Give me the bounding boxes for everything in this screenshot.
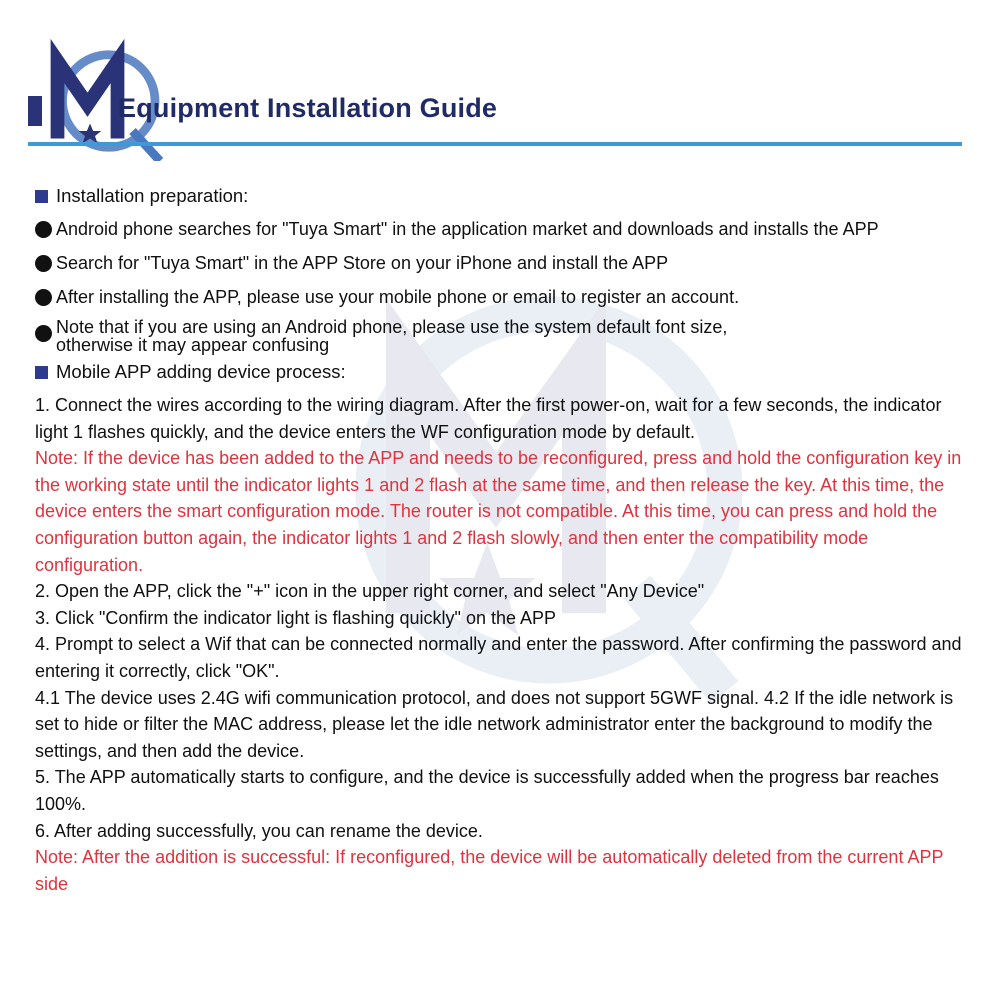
guide-content xyxy=(35,180,970,897)
header-divider xyxy=(28,142,962,146)
bullet-dot-icon xyxy=(35,255,52,272)
bullet-dot-icon xyxy=(35,289,52,306)
step-6: 6. After adding successfully, you can rename the device. xyxy=(35,820,483,841)
list-item xyxy=(35,246,970,280)
section-process-heading xyxy=(35,356,970,388)
list-item xyxy=(35,212,970,246)
step-4: 4. Prompt to select a Wif that can be connected normally and enter the password. After confirming the password and entering it correctly, click "OK". xyxy=(35,634,962,681)
section-title: Installation preparation: xyxy=(56,184,249,206)
note-after-addition: Note: After the addition is successful: If reconfigured, the device will be automatically deleted from the current APP side xyxy=(35,847,944,894)
square-bullet-icon xyxy=(35,190,48,203)
list-item xyxy=(35,314,970,354)
bullet-dot-icon xyxy=(35,325,52,342)
list-item-text xyxy=(56,318,727,354)
square-bullet-icon xyxy=(35,366,48,379)
list-item-line: otherwise it may appear confusing xyxy=(56,335,330,355)
page-title: Equipment Installation Guide xyxy=(118,93,498,123)
step-3: 3. Click "Confirm the indicator light is flashing quickly" on the APP xyxy=(35,607,557,628)
list-item-text: After installing the APP, please use your mobile phone or email to register an account. xyxy=(56,287,740,307)
list-item-text: Android phone searches for "Tuya Smart" in the application market and downloads and installs the APP xyxy=(56,219,879,239)
section-preparation-heading xyxy=(35,180,970,212)
section-title: Mobile APP adding device process: xyxy=(56,360,346,382)
step-2: 2. Open the APP, click the "+" icon in the upper right corner, and select "Any Device" xyxy=(35,581,705,602)
note-reconfigure: Note: If the device has been added to the APP and needs to be reconfigured, press and hold the configuration key in the working state until the indicator lights 1 and 2 flash at the same time, and then release the key. At this time, the device enters the smart configuration mode. The router is not compatible. At this time, you can press and hold the configuration button again, the indicator lights 1 and 2 flash slowly, and then enter the compatibility mode configuration. xyxy=(35,448,962,575)
step-1: 1. Connect the wires according to the wiring diagram. After the first power-on, wait for a few seconds, the indicator light 1 flashes quickly, and the device enters the WF configuration mode by default. xyxy=(35,395,942,442)
bullet-dot-icon xyxy=(35,221,52,238)
step-4-1: 4.1 The device uses 2.4G wifi communication protocol, and does not support 5GWF signal. 4.2 If the idle network is set to hide or filter the MAC address, please let the idle network administrator enter the background to modify the settings, and then add the device. xyxy=(35,687,954,761)
list-item-text: Search for "Tuya Smart" in the APP Store on your iPhone and install the APP xyxy=(56,253,669,273)
step-5: 5. The APP automatically starts to configure, and the device is successfully added when the progress bar reaches 100%. xyxy=(35,767,939,814)
process-steps xyxy=(35,392,970,897)
list-item-line: Note that if you are using an Android phone, please use the system default font size, xyxy=(56,317,728,337)
list-item xyxy=(35,280,970,314)
